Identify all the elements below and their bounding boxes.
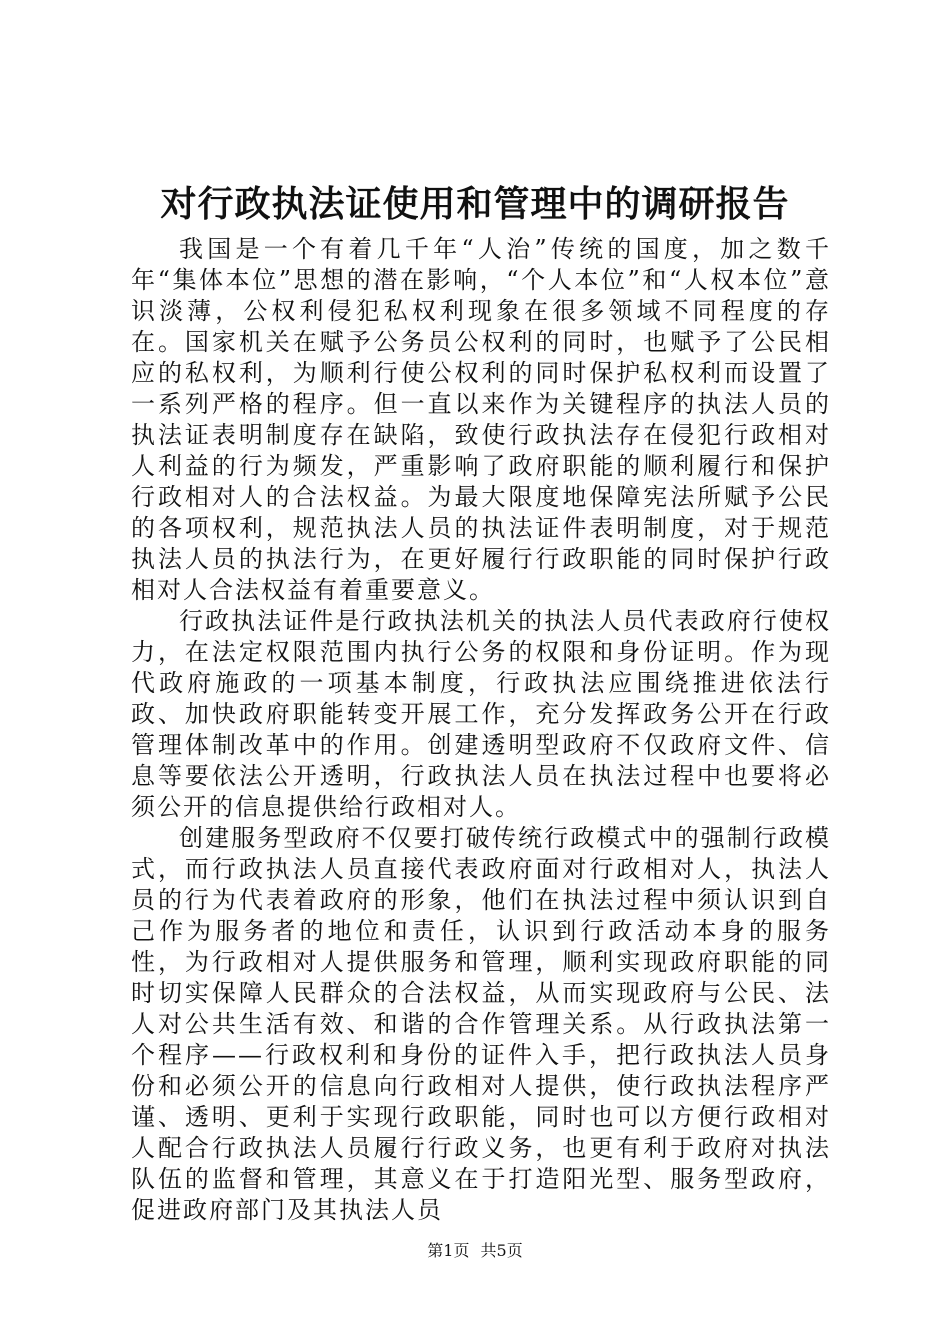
paragraph-3: 创建服务型政府不仅要打破传统行政模式中的强制行政模式，而行政执法人员直接代表政府面对行政相对人，执法人员的行为代表着政府的形象，他们在执法过程中须认识到自己作为服务者的地位和责任，认识到行政活动本身的服务性，为行政相对人提供服务和管理，顺利实现政府职能的同时切实保障人民群众的合法权益，从而实现政府与公民、法人对公共生活有效、和谐的合作管理关系。从行政执法第一个程序——行政权利和身份的证件入手，把行政执法人员身份和必须公开的信息向行政相对人提供，使行政执法程序严谨、透明、更利于实现行政职能，同时也可以方便行政相对人配合行政执法人员履行行政义务，也更有利于政府对执法队伍的监督和管理，其意义在于打造阳光型、服务型政府，促进政府部门及其执法人员 <box>131 824 831 1224</box>
paragraph-1: 我国是一个有着几千年“人治”传统的国度，加之数千年“集体本位”思想的潜在影响，“个人本位”和“人权本位”意识淡薄，公权利侵犯私权利现象在很多领域不同程度的存在。国家机关在赋予公务员公权利的同时，也赋予了公民相应的私权利，为顺利行使公权利的同时保护私权利而设置了一系列严格的程序。但一直以来作为关键程序的执法人员的执法证表明制度存在缺陷，致使行政执法存在侵犯行政相对人利益的行为频发，严重影响了政府职能的顺利履行和保护行政相对人的合法权益。为最大限度地保障宪法所赋予公民的各项权利，规范执法人员的执法证件表明制度，对于规范执法人员的执法行为，在更好履行行政职能的同时保护行政相对人合法权益有着重要意义。 <box>131 235 831 604</box>
paragraph-2: 行政执法证件是行政执法机关的执法人员代表政府行使权力，在法定权限范围内执行公务的权限和身份证明。作为现代政府施政的一项基本制度，行政执法应围绕推进依法行政、加快政府职能转变开展工作，充分发挥政务公开在行政管理体制改革中的作用。创建透明型政府不仅政府文件、信息等要依法公开透明，行政执法人员在执法过程中也要将必须公开的信息提供给行政相对人。 <box>131 607 831 821</box>
page-total: 共5页 <box>480 1241 523 1260</box>
page-footer <box>0 1240 950 1262</box>
document-title: 对行政执法证使用和管理中的调研报告 <box>160 183 790 225</box>
document-body <box>131 234 831 1226</box>
page-number: 第1页 <box>427 1241 470 1260</box>
